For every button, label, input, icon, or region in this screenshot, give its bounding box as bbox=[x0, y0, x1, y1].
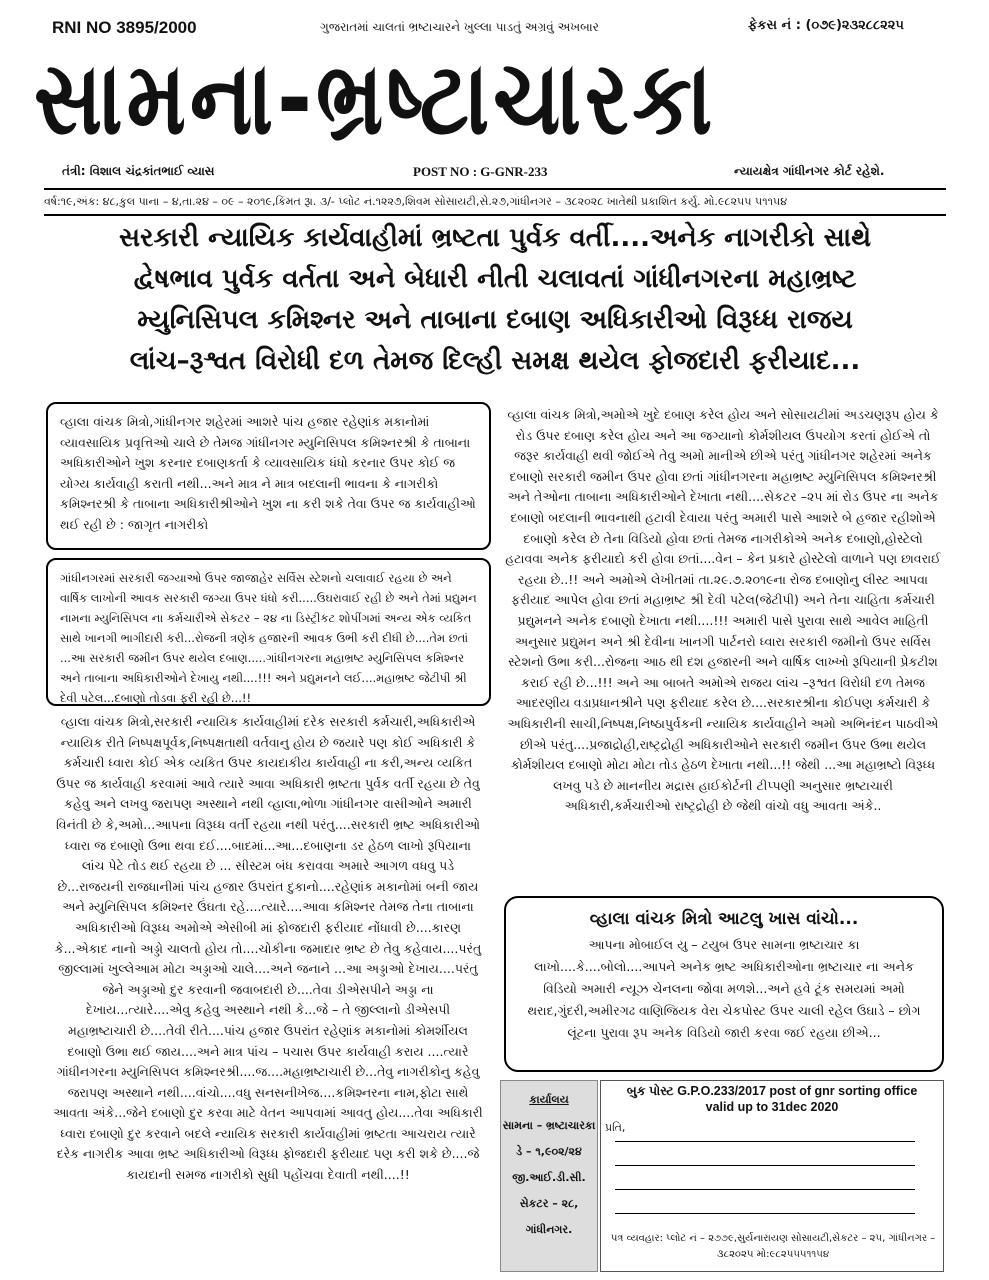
issue-info-bar: વર્ષ:૧૯,અંક: ૪૮,કુલ પાના – ૪,તા.૨૪ – ૦૯ – ૨૦૧૯,કિંમત રૂા. ૩/- પ્લોટ નં.૧૨૨૭,શિવમ સોસાયટી,સે.૨૭,ગાંધીનગર – ૩૮૨૦૨૮ ખાતેથી પ્રકાશિત કર્યુ. મો.૯૮૨૫૫ ૫૧૧૫૪ bbox=[44, 188, 946, 216]
office-line: ડે – ૧,૯૦૨/૨૪ bbox=[516, 1145, 582, 1158]
headline-line: લાંચ–રૂશ્વત વિરોધી દળ તેમજ દિલ્હી સમક્ષ થયેલ ફોજદારી ફરીયાદ... bbox=[129, 346, 861, 376]
address-line bbox=[615, 1141, 915, 1142]
office-line: કાર્યાલય bbox=[529, 1093, 569, 1106]
book-post-note-line: valid up to 31dec 2020 bbox=[705, 1100, 839, 1114]
office-line: ગાંધીનગર. bbox=[525, 1223, 573, 1236]
appeal-body: આપના મોબાઈલ યુ – ટયુબ ઉપર સામના ભ્રષ્ટાચાર કા લાખો....કે....બોલો....આપને અનેક ભ્રષ્ટ અધિકારીઓના ભ્રષ્ટાચાર ના અનેક વિડિયો અમારી ન્યૂઝ ચેનલના જોવા મળશે...અને હવે ટૂંક સમયમાં અમો થરાદ,ગુંદરી,અમીરગઢ વાણિજિયક વેરા ચેકપોસ્ટ ઉપર ચાલી રહેલ ઉઘાડે – છોગ લૂંટના પુરાવા રૂપ અનેક વિડિયો જારી કરવા જઈ રહયા છીએ... bbox=[527, 937, 921, 1040]
address-line bbox=[615, 1189, 915, 1190]
office-line: સામના – ભ્રષ્ટાચારકા bbox=[502, 1119, 596, 1132]
masthead-title: સામના-ભ્રષ્ટાચારકા bbox=[34, 39, 717, 157]
appeal-title: વ્હાલા વાંચક મિત્રો આટલુ ખાસ વાંચો... bbox=[589, 909, 859, 929]
reader-appeal-box bbox=[504, 896, 944, 1072]
address-line bbox=[615, 1213, 915, 1214]
address-line bbox=[615, 1165, 915, 1166]
service-station-box: ગાંધીનગરમાં સરકારી જગ્યાઓ ઉપર જાજાહેર સર્વિસ સ્ટેશનો ચલાવાઈ રહયા છે અને વાર્ષિક લાખોની આવક સરકારી જગ્યા ઉપર ધંધો કરી.....ઉઘરાવાઈ રહી છે અને તેમાં પ્રદ્યુમન નામના મ્યુનિસિપલ ના કર્મચારીએ સેકટર – ૨૪ ના ડિસ્ટ્રીકટ શોપીંગમાં અન્ય એક વ્યકિત સાથે ખાનગી ભાગીદારી કરી...રોજની ત્રણેક હજારની આવક ઉભી કરી દીધી છે....તેમ છતાં ...આ સરકારી જમીન ઉપર થયેલ દબાણ.....ગાંધીનગરના મહાભ્રષ્ટ મ્યુનિસિપલ કમિશ્નર અને તાબાના અધિકારીઓને દેખાયુ નથી....!!! અને પ્રદ્યુમનને લઈ....મહાભ્રષ્ટ જેટીપી શ્રી દેવી પટેલ...દબાણો તોડવા ફરી રહી છે...!! bbox=[46, 558, 491, 706]
citizens-summary-box: વ્હાલા વાંચક મિત્રો,ગાંધીનગર શહેરમાં આશરે પાંચ હજાર રહેણાંક મકાનોમાં વ્યાવસાયિક પ્રવૃત્તિઓ ચાલે છે તેમજ ગાંધીનગર મ્યુનિસિપલ કમિશ્નરશ્રી કે તાબાના અધિકારીઓને ખુશ કરનાર દબાણકર્તા કે વ્યાવસાયિક ધંધો કરનાર ઉપર કોઈ જ યોગ્ય કાર્યવાહી કરાતી નથી...અને માત્ર ને માત્ર બદલાની ભાવના કે નાગરીકો કમિશ્નરશ્રી કે તાબાના અધિકારીશ્રીઓને ખુશ ના કરી શકે તેવા ઉપર જ કાર્યવાહીઓ થઈ રહી છે : જાગૃત નાગરીકો bbox=[46, 402, 491, 550]
sender-address: પત્ર વ્યવહાર: પ્લોટ નં – ૨૭૭૯,સુર્યનારાયણ સોસાયટી,સેકટર – ૨૫, ગાંધીનગર – ૩૮૨૦૨૫ મો:૯૮૨૫૫૫૧૧૫૪ bbox=[610, 1233, 936, 1260]
headline-line: મ્યુનિસિપલ કમિશ્નર અને તાબાના દબાણ અધિકારીઓ વિરૂધ્ધ રાજય bbox=[137, 305, 853, 335]
office-address-box bbox=[500, 1080, 598, 1272]
fax-number: ફેકસ નં : (૦૭૯)૨૩૨૮૮૨૨૫ bbox=[748, 18, 904, 33]
headline-line: દ્વેષભાવ પુર્વક વર્તતા અને બેધારી નીતી ચલાવતાં ગાંધીનગરના મહાભ્રષ્ટ bbox=[133, 264, 857, 294]
jurisdiction-note: ન્યાયક્ષેત્ર ગાંધીનગર કોર્ટ રહેશે. bbox=[734, 164, 885, 178]
tagline: ગુજરાતમાં ચાલતાં ભ્રષ્ટાચારને ખુલ્લા પાડતું અગ્રવું અખબાર bbox=[320, 20, 599, 34]
book-post-note bbox=[601, 1081, 943, 1115]
editor-name: તંત્રી: વિશાલ ચંદ્રકાંતભાઈ વ્યાસ bbox=[62, 164, 215, 178]
recipient-label: પ્રતિ, bbox=[605, 1121, 626, 1134]
book-post-address-box bbox=[600, 1080, 944, 1272]
post-number: POST NO : G-GNR-233 bbox=[413, 164, 548, 179]
book-post-note-line: બુક પોસ્ટ G.P.O.233/2017 post of gnr sorting office bbox=[626, 1084, 918, 1098]
main-headline bbox=[40, 218, 950, 382]
left-article-column: વ્હાલા વાંચક મિત્રો,સરકારી ન્યાયિક કાર્યવાહીમાં દરેક સરકારી કર્મચારી,અધિકારીએ ન્યાયિક રીતે નિષ્પક્ષપૂર્વક,નિષ્પક્ષતાથી વર્તવાનુ હોય છે જયારે પણ કોઈ અધિકારી કે કર્મચારી ધ્વારા કોઈ એક વ્યકિત ઉપર કાયદાકીય કાર્યવાહી ના કરી,અન્ય વ્યકિત ઉપર જ કાર્યવાહી કરવામાં આવે ત્યારે આવા અધિકારી ભ્રષ્ટતા પુર્વક વર્તી રહયા છે તેવુ કહેવુ અને લખવુ જરાપણ અસ્થાને નથી વ્હાલા,ભોળા ગાંધીનગર વાસીઓને અમારી વિનંતી છે કે,અમો...આપના વિરૂધ્ધ વર્તી રહયા નથી પરંતુ....સરકારી ભ્રષ્ટ અધિકારીઓ ધ્વારા જ દબાણો ઉભા થવા દઈ....બાદમાં...આ...દબાણના ડર હેઠળ લાખો રૂપિયાના લાંચ પેટે તોડ થઈ રહયા છે ... સીસ્ટમ બંધ કરાવવા અમારે આગળ વધવુ પડે છે...રાજયની રાજધાનીમાં પાંચ હજાર ઉપરાંત દુકાનો....રહેણાંક મકાનોમાં બની જાય અને મ્યુનિસિપલ કમિશ્નર ઉંઘતા રહે....ત્યારે....આવા કમિશ્નર તેમજ તેના તાબાના અધિકારીઓ વિરૂધ્ધ અમોએ એસીબી માં ફોજદારી ફરીયાદ નોંધાવી છે....કારણ કે...એકાદ નાનો અડ્ડો ચાલતો હોય તો....ચોકીના જમાદાર ભ્રષ્ટ છે તેવુ કહેવાય....પરંતુ જીલ્લામાં ખુલ્લેઆમ મોટા અડ્ડાઓ ચાલે....અને જનાને ...આ અડ્ડાઓ દેખાય....પરંતુ જેને અડ્ડાઓ દુર કરવાની જવાબદારી છે....તેવા ડીએસપીને અડ્ડા ના દેખાય...ત્યારે....એવુ કહેવુ અસ્થાને નથી કે...જે – તે જીલ્લાનો ડીએસપી મહાભ્રષ્ટાચારી છે....તેવી રીતે....પાંચ હજાર ઉપરાંત રહેણાંક મકાનોમાં કોમર્શીયલ દબાણો ઉભા થઈ જાય....અને માત્ર પાંચ – પચાસ ઉપર કાર્યવાહી કરાય ....ત્યારે ગાંધીનગરના મ્યુનિસિપલ કમિશ્નરશ્રી....જ....મહાભ્રષ્ટાચારી છે...તેવુ નાગરીકોનુ કહેવુ જરાપણ અસ્થાને નથી....વાંચો....વધુ સનસનીખેજ....કમિશ્નરના નામ,ફોટા સાથે આવતા અંકે...જેને દબાણો દુર કરવા માટે વેતન આપવામાં આવતુ હોય....તેવા અધિકારી ધ્વારા દબાણો દુર કરવાને બદલે ન્યાયિક સરકારી કાર્યવાહીમાં ભ્રષ્ટતા આચરાય ત્યારે દરેક નાગરીક આવા ભ્રષ્ટ અધિકારીઓ વિરૂધ્ધ ફોજદારી ફરીયાદ પણ કરી શકે છે....જે કાયદાની સમજ નાગરીકો સુધી પહોંચવા દેવાતી નથી....!! bbox=[53, 714, 483, 1183]
office-line: સેકટર – ૨૮, bbox=[519, 1197, 579, 1210]
office-line: જી.આઈ.ડી.સી. bbox=[512, 1171, 586, 1184]
right-article-column: વ્હાલા વાંચક મિત્રો,અમોએ ખુદે દબાણ કરેલ હોય અને સોસાયટીમાં અડચણરૂપ હોય કે રોડ ઉપર દબાણ કરેલ હોય અને આ જગ્યાનો કોર્મશીયલ ઉપયોગ કરતાં હોઈએ તો જરૂર કાર્યવાહી થવી જોઈએ તેવુ અમો માનીએ છીએ પરંતુ ગાંધીનગર શહેરમાં અનેક દબાણો સરકારી જમીન ઉપર હોવા છતાં ગાંધીનગરના મહાભ્રષ્ટ મ્યુનિસિપલ કમિશ્નરશ્રી અને તેઓના તાબાના અધિકારીઓને દેખાતા નથી....સેકટર –૨૫ માં રોડ ઉપર ના અનેક દબાણો બદલાની ભાવનાથી હટાવી દેવાયા પરંતુ અમારી પાસે આશરે બે હજાર રહીશોએ દબાણો કરેલ છે તેના વિડિયો હોવા છતાં તેમજ નાગરીકોએ અનેક દબાણો,હોસ્ટેલો હટાવવા અનેક ફરીયાદો કરી હોવા છતાં....વેન – કેન પ્રકારે હોસ્ટેલો વાળાને પણ છાવરાઈ રહયા છે..!! અને અમોએ લેખીતમાં તા.૨૯.૭.૨૦૧૯ના રોજ દબાણોનુ લીસ્ટ આપવા ફરીયાદ આપેલ હોવા છતાં મહાભ્રષ્ટ શ્રી દેવી પટેલ(જેટીપી) અને તેના ચાહિતા કર્મચારી પ્રદ્યુમનને અનેક દબાણો દેખાતા નથી....!!! અમારી પાસે પુરાવા સાથે આવેલ માહિતી અનુસાર પ્રદ્યુમન અને શ્રી દેવીના ખાનગી પાર્ટનરો ધ્વારા સરકારી જમીનો ઉપર સર્વિસ સ્ટેશનો ઉભા કરી...રોજના આઠ થી દશ હજારની અને વાર્ષિક લાખ્ખો રૂપિયાની પ્રેકટીશ કરાઈ રહી છે...!!! અને આ બાબતે અમોએ રાજય લાંચ –રૂશ્વત વિરોધી દળ તેમજ આદરણીય વડાપ્રધાનશ્રીને પણ ફરીયાદ કરેલ છે....સરકારશ્રીના કોઈપણ કર્મચારી કે અધિકારીની સાચી,નિષ્પક્ષ,નિષ્ઠાપુર્વકની ન્યાયિક કાર્યવાહીને અમો અભિનંદન પાઠવીએ છીએ પરંતુ....પ્રજાદ્રોહી,રાષ્ટ્રદ્રોહી અધિકારીઓને સરકારી જમીન ઉપર ઉભા થયેલ કોર્મશીયલ દબાણો મોટા મોટા તોડ હેઠળ દેખાતા નથી...!! જેથી ...આ મહાભ્રષ્ટો વિરૂધ્ધ લખવુ પડે છે માનનીય મદ્રાસ હાઈકોર્ટની ટીપ્પણી અનુસાર ભ્રષ્ટાચારી અધિકારી,કર્મચારીઓ રાષ્ટ્રદ્રોહી છે જેથી વાંચો વધુ આવતા અંકે.. bbox=[505, 407, 941, 814]
rni-number: RNI NO 3895/2000 bbox=[52, 18, 197, 37]
headline-line: સરકારી ન્યાયિક કાર્યવાહીમાં ભ્રષ્ટતા પુર્વક વર્તી....અનેક નાગરીકો સાથે bbox=[118, 223, 872, 253]
